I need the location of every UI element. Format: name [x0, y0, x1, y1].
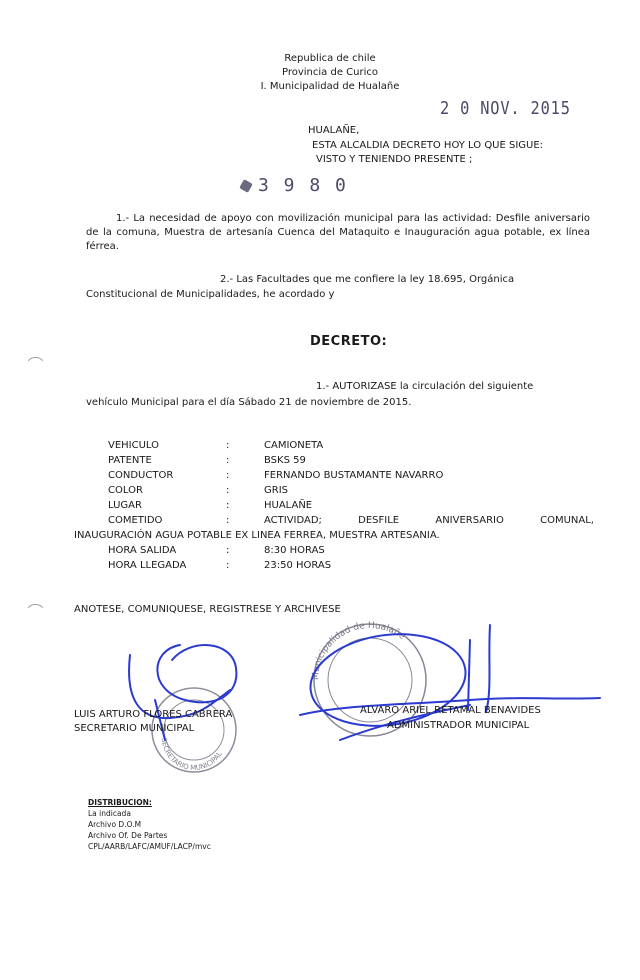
task-continuation: INAUGURACIÓN AGUA POTABLE EX LINEA FERREA, MUESTRA ARTESANIA. — [74, 530, 440, 541]
field-label: COMETIDO — [108, 515, 163, 526]
decree-number-stamp: 3 9 8 0 — [258, 175, 348, 196]
field-value: ACTIVIDAD; DESFILE ANIVERSARIO COMUNAL, — [264, 515, 594, 526]
left-signer-title: SECRETARIO MUNICIPAL — [74, 723, 195, 734]
decreto-title: DECRETO: — [310, 334, 388, 349]
field-separator: : — [226, 440, 230, 451]
date-stamp: 2 0 NOV. 2015 — [440, 98, 571, 119]
field-separator: : — [226, 470, 230, 481]
header-line-municipality: I. Municipalidad de Hualañe — [260, 81, 400, 92]
svg-text:Municipalidad de Hualañe — [311, 621, 407, 680]
intro-line-2: VISTO Y TENIENDO PRESENTE ; — [316, 154, 473, 165]
distribution-item: La indicada — [88, 809, 131, 818]
field-separator: : — [226, 500, 230, 511]
field-label: LUGAR — [108, 500, 142, 511]
decreto-article-1-line-1: 1.- AUTORIZASE la circulación del siguiente — [316, 381, 534, 392]
field-value: BSKS 59 — [264, 455, 306, 466]
considerando-2-line-2: Constitucional de Municipalidades, he acordado y — [86, 289, 335, 300]
field-label: HORA LLEGADA — [108, 560, 187, 571]
field-separator: : — [226, 560, 230, 571]
field-label: VEHICULO — [108, 440, 160, 451]
considerando-2-line-1: 2.- Las Facultades que me confiere la ley 18.695, Orgánica — [220, 274, 515, 285]
left-signer-name: LUIS ARTURO FLORES CABRERA — [74, 709, 233, 720]
distribution-heading: DISTRIBUCION: — [88, 798, 152, 807]
field-value: CAMIONETA — [264, 440, 324, 451]
header-line-country: Republica de chile — [284, 53, 376, 64]
field-separator: : — [226, 485, 230, 496]
intro-line-1: ESTA ALCALDIA DECRETO HOY LO QUE SIGUE: — [312, 140, 544, 151]
header-line-province: Provincia de Curico — [282, 67, 378, 78]
field-separator: : — [226, 545, 230, 556]
field-value: HUALAÑE — [264, 500, 313, 511]
right-signer-title: ADMINISTRADOR MUNICIPAL — [387, 720, 530, 731]
right-signer-name: ALVARO ARIEL RETAMAL BENAVIDES — [360, 705, 541, 716]
closing-line: ANOTESE, COMUNIQUESE, REGISTRESE Y ARCHIVESE — [74, 604, 341, 615]
field-separator: : — [226, 515, 230, 526]
field-label: COLOR — [108, 485, 143, 496]
decreto-article-1-line-2: vehículo Municipal para el día Sábado 21 de noviembre de 2015. — [86, 397, 412, 408]
field-value: GRIS — [264, 485, 288, 496]
field-value: 23:50 HORAS — [264, 560, 332, 571]
field-value: 8:30 HORAS — [264, 545, 325, 556]
field-label: HORA SALIDA — [108, 545, 177, 556]
distribution-item: CPL/AARB/LAFC/AMUF/LACP/mvc — [88, 842, 211, 851]
distribution-item: Archivo D.O.M — [88, 820, 142, 829]
left-seal-text: SECRETARIO MUNICIPAL — [159, 737, 224, 773]
field-separator: : — [226, 455, 230, 466]
right-seal-text: Municipalidad de Hualañe — [310, 620, 407, 681]
field-label: CONDUCTOR — [108, 470, 174, 481]
distribution-block — [88, 797, 211, 852]
intro-place: HUALAÑE, — [308, 125, 360, 136]
field-label: PATENTE — [108, 455, 152, 466]
considerando-1: 1.- La necesidad de apoyo con movilización municipal para las actividad: Desfile aniversario de la comuna, Muestra de artesanía Cuenca del Mataquito e Inauguración agua potable, ex línea férrea. — [86, 213, 590, 252]
field-value: FERNANDO BUSTAMANTE NAVARRO — [264, 470, 444, 481]
distribution-item: Archivo Of. De Partes — [88, 831, 168, 840]
